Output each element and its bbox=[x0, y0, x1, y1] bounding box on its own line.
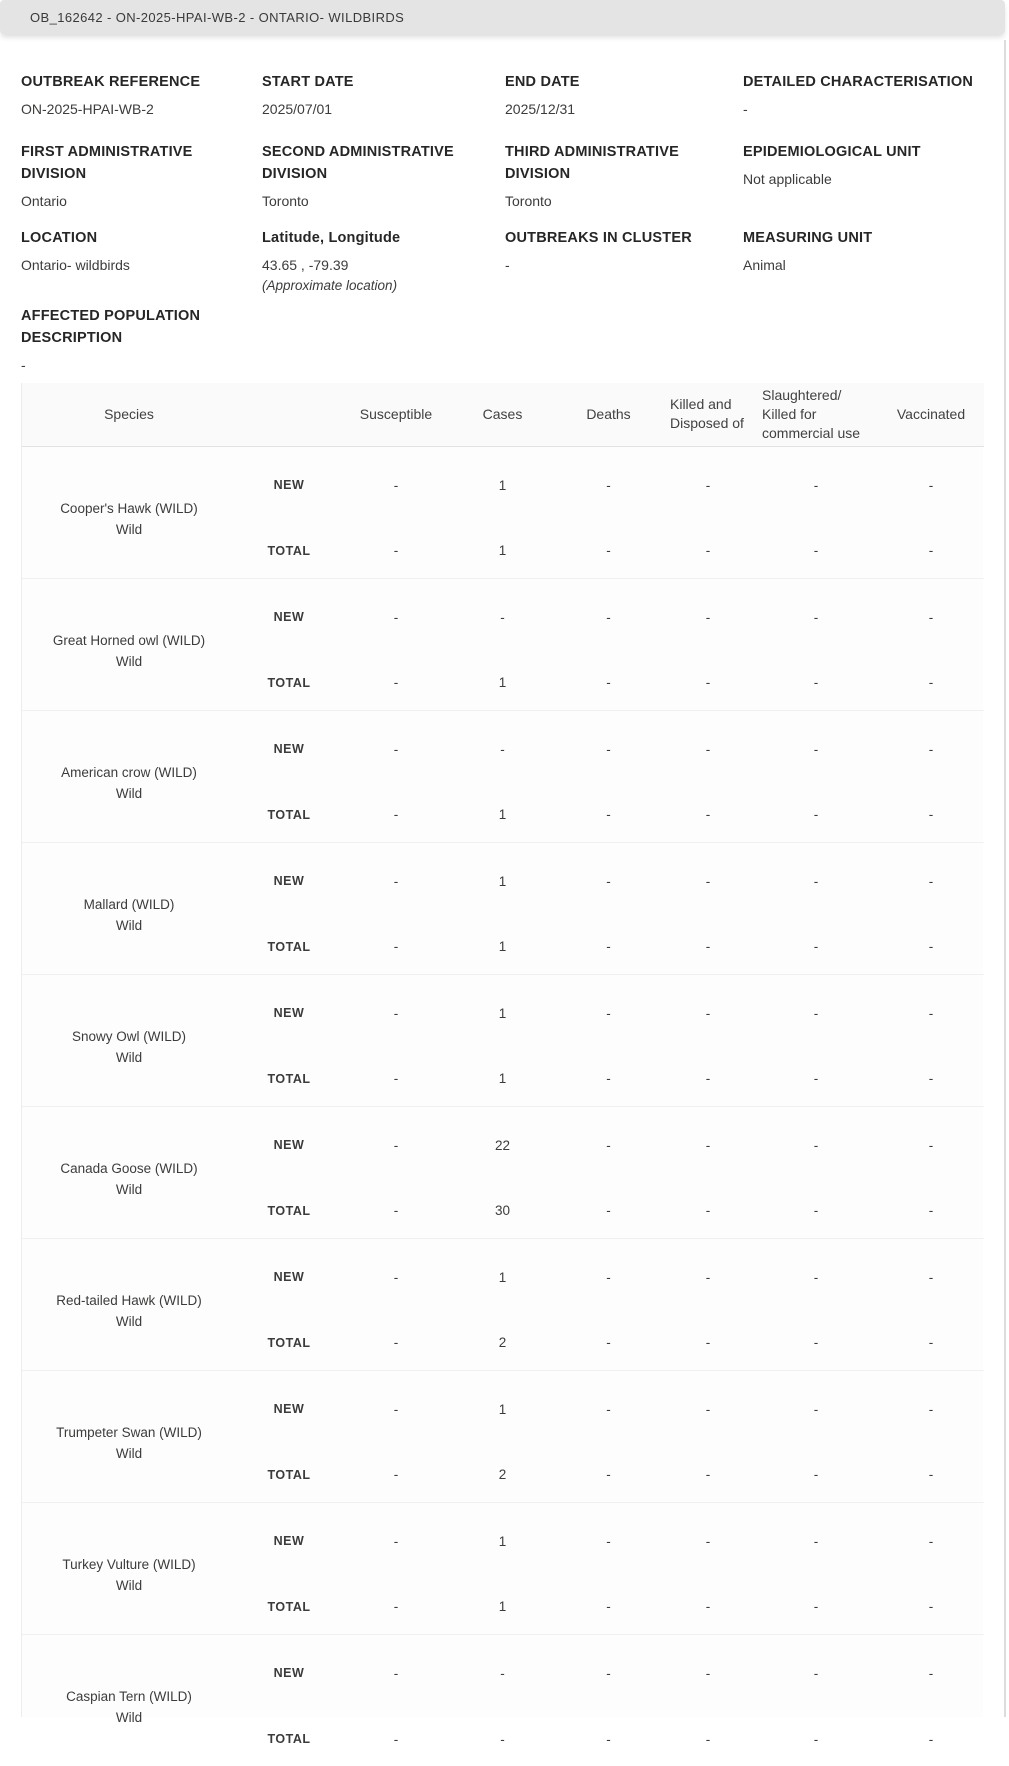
species-group bbox=[22, 974, 984, 1106]
value-cell: - bbox=[555, 578, 662, 644]
value-cell: - bbox=[928, 1335, 934, 1351]
value-cell: - bbox=[393, 1203, 399, 1219]
field-label: Latitude, Longitude bbox=[262, 230, 401, 246]
field-label: START DATE bbox=[262, 74, 354, 90]
value-cell: - bbox=[555, 1634, 662, 1700]
value-cell: - bbox=[662, 1370, 754, 1436]
field-value: 43.65 , -79.39 bbox=[262, 257, 349, 273]
value-cell: - bbox=[813, 939, 819, 955]
species-name: American crow (WILD) bbox=[61, 765, 197, 780]
value-cell: 22 bbox=[450, 1106, 555, 1172]
field-latitude-longitude bbox=[262, 227, 505, 296]
species-row-new bbox=[22, 1238, 984, 1304]
value-cell: 2 bbox=[498, 1335, 507, 1351]
value-cell: - bbox=[450, 1634, 555, 1700]
row-type-label-new: NEW bbox=[236, 1238, 342, 1304]
species-group bbox=[22, 1634, 984, 1766]
row-type-label-total: TOTAL bbox=[267, 1732, 311, 1746]
value-cell: - bbox=[928, 807, 934, 823]
row-type-label-total: TOTAL bbox=[267, 1599, 311, 1614]
species-row-new bbox=[22, 710, 984, 776]
species-name: Cooper's Hawk (WILD) bbox=[60, 501, 198, 516]
value-cell: - bbox=[393, 939, 399, 955]
value-cell: - bbox=[878, 1502, 984, 1568]
value-cell: - bbox=[342, 578, 450, 644]
value-cell: - bbox=[393, 1731, 399, 1747]
value-cell: - bbox=[813, 675, 819, 691]
value-cell: - bbox=[606, 939, 611, 955]
value-cell: 30 bbox=[494, 1203, 511, 1219]
field-epidemiological-unit bbox=[743, 141, 991, 212]
species-type: Wild bbox=[115, 786, 143, 801]
field-label: SECOND ADMINISTRATIVE DIVISION bbox=[262, 144, 454, 182]
field-start-date bbox=[262, 71, 505, 120]
field-value: Not applicable bbox=[743, 171, 832, 187]
species-name: Turkey Vulture (WILD) bbox=[62, 1557, 196, 1572]
row-type-label-new: NEW bbox=[236, 1502, 342, 1568]
value-cell: - bbox=[705, 1203, 711, 1219]
species-row-new bbox=[22, 1106, 984, 1172]
field-value: Ontario bbox=[21, 193, 67, 209]
value-cell: - bbox=[450, 710, 555, 776]
field-value: ON-2025-HPAI-WB-2 bbox=[21, 101, 154, 117]
value-cell: - bbox=[342, 1370, 450, 1436]
value-cell: 1 bbox=[498, 1599, 507, 1615]
fields-row bbox=[21, 227, 991, 296]
row-type-label-new: NEW bbox=[236, 842, 342, 908]
field-label: OUTBREAK REFERENCE bbox=[21, 74, 201, 90]
row-type-label-new: NEW bbox=[273, 478, 305, 493]
value-cell: - bbox=[705, 1599, 711, 1615]
species-name: Mallard (WILD) bbox=[83, 897, 175, 912]
field-label: OUTBREAKS IN CLUSTER bbox=[505, 230, 692, 246]
value-cell: - bbox=[393, 807, 399, 823]
species-row-new bbox=[22, 1502, 984, 1568]
field-value: 2025/12/31 bbox=[505, 101, 576, 117]
value-cell: - bbox=[662, 842, 754, 908]
value-cell: - bbox=[813, 1071, 819, 1087]
species-type: Wild bbox=[115, 918, 143, 933]
row-type-label-total: TOTAL bbox=[267, 1203, 311, 1218]
value-cell: - bbox=[662, 1238, 754, 1304]
value-cell: - bbox=[662, 1634, 754, 1700]
field-value: - bbox=[743, 101, 748, 117]
value-cell: - bbox=[928, 675, 934, 691]
value-cell: - bbox=[754, 710, 878, 776]
value-cell: - bbox=[555, 1502, 662, 1568]
species-row-new bbox=[22, 578, 984, 644]
value-cell: - bbox=[705, 807, 711, 823]
value-cell: - bbox=[606, 675, 611, 691]
value-cell: - bbox=[606, 1467, 611, 1483]
column-header-text: Vaccinated bbox=[896, 405, 966, 422]
value-cell: - bbox=[705, 939, 711, 955]
value-cell: - bbox=[754, 1634, 878, 1700]
field-note: (Approximate location) bbox=[262, 278, 398, 293]
species-group bbox=[22, 1238, 984, 1370]
value-cell: - bbox=[754, 974, 878, 1040]
fields-row bbox=[21, 141, 991, 212]
species-type: Wild bbox=[115, 1182, 143, 1197]
value-cell: - bbox=[342, 1238, 450, 1304]
column-header-text: Susceptible bbox=[359, 405, 433, 422]
column-header-text bbox=[244, 383, 334, 445]
scrollbar-track[interactable] bbox=[1004, 40, 1006, 1717]
value-cell: - bbox=[878, 974, 984, 1040]
species-type: Wild bbox=[115, 1710, 143, 1726]
value-cell: 1 bbox=[498, 807, 507, 823]
value-cell: - bbox=[813, 807, 819, 823]
field-third-administrative-division bbox=[505, 141, 743, 212]
species-group bbox=[22, 1106, 984, 1238]
value-cell: 1 bbox=[498, 675, 507, 691]
value-cell: - bbox=[393, 1599, 399, 1615]
row-type-label-total: TOTAL bbox=[267, 543, 311, 558]
row-type-label-total: TOTAL bbox=[267, 1467, 311, 1482]
species-cell bbox=[22, 710, 236, 842]
species-cell bbox=[22, 1370, 236, 1502]
value-cell: - bbox=[555, 974, 662, 1040]
species-type: Wild bbox=[115, 1314, 143, 1329]
value-cell: - bbox=[393, 1071, 399, 1087]
value-cell: - bbox=[342, 1106, 450, 1172]
row-type-label-total: TOTAL bbox=[267, 939, 311, 954]
field-affected-population-description bbox=[21, 305, 262, 376]
value-cell: - bbox=[754, 1106, 878, 1172]
field-label: MEASURING UNIT bbox=[743, 230, 873, 246]
value-cell: - bbox=[393, 1467, 399, 1483]
value-cell: 1 bbox=[450, 842, 555, 908]
species-group bbox=[22, 1502, 984, 1634]
species-group bbox=[22, 446, 984, 578]
fields-row bbox=[21, 71, 991, 120]
field-label: THIRD ADMINISTRATIVE DIVISION bbox=[505, 144, 679, 182]
column-header-cases bbox=[450, 383, 555, 446]
value-cell: 1 bbox=[450, 1238, 555, 1304]
species-row-new bbox=[22, 842, 984, 908]
species-name: Caspian Tern (WILD) bbox=[66, 1689, 192, 1705]
value-cell: - bbox=[662, 578, 754, 644]
field-second-administrative-division bbox=[262, 141, 505, 212]
field-label: LOCATION bbox=[21, 230, 98, 246]
value-cell: - bbox=[606, 1203, 611, 1219]
species-cell bbox=[22, 974, 236, 1106]
field-label: DETAILED CHARACTERISATION bbox=[743, 74, 974, 90]
species-name: Red-tailed Hawk (WILD) bbox=[56, 1293, 202, 1308]
column-header-slaughtered-killed-for-commercial-use bbox=[754, 383, 878, 446]
field-value: 2025/07/01 bbox=[262, 101, 333, 117]
column-header-susceptible bbox=[342, 383, 450, 446]
value-cell: - bbox=[705, 543, 711, 559]
value-cell: - bbox=[754, 1502, 878, 1568]
value-cell: 1 bbox=[450, 974, 555, 1040]
field-label: EPIDEMIOLOGICAL UNIT bbox=[743, 144, 921, 160]
value-cell: - bbox=[555, 1238, 662, 1304]
value-cell: - bbox=[342, 974, 450, 1040]
value-cell: 1 bbox=[498, 1071, 507, 1087]
field-first-administrative-division bbox=[21, 141, 262, 212]
field-measuring-unit bbox=[743, 227, 991, 296]
affected-species-table-wrap bbox=[21, 383, 983, 1747]
species-type: Wild bbox=[115, 522, 143, 537]
column-header-text: Cases bbox=[482, 405, 523, 422]
field-outbreak-reference bbox=[21, 71, 262, 120]
value-cell: - bbox=[754, 1370, 878, 1436]
value-cell: - bbox=[813, 1599, 819, 1615]
value-cell: - bbox=[813, 1203, 819, 1219]
column-header-text: Species bbox=[104, 405, 154, 422]
field-label: AFFECTED POPULATION DESCRIPTION bbox=[21, 308, 201, 346]
species-row-new bbox=[22, 1370, 984, 1436]
species-name: Snowy Owl (WILD) bbox=[71, 1029, 186, 1044]
value-cell: - bbox=[754, 842, 878, 908]
value-cell: - bbox=[606, 1335, 611, 1351]
value-cell: - bbox=[878, 710, 984, 776]
value-cell: - bbox=[878, 1634, 984, 1700]
column-header-blank bbox=[236, 383, 342, 446]
value-cell: - bbox=[662, 974, 754, 1040]
value-cell: - bbox=[813, 477, 819, 493]
fields-row bbox=[21, 305, 991, 376]
field-value: - bbox=[505, 257, 510, 273]
column-header-species bbox=[22, 383, 236, 446]
column-header-killed-and-disposed-of bbox=[662, 383, 754, 446]
species-type: Wild bbox=[115, 1050, 143, 1065]
column-header-vaccinated bbox=[878, 383, 984, 446]
value-cell: - bbox=[606, 477, 611, 493]
value-cell: - bbox=[342, 710, 450, 776]
row-type-label-new: NEW bbox=[236, 1370, 342, 1436]
value-cell: - bbox=[705, 477, 711, 493]
value-cell: - bbox=[754, 578, 878, 644]
value-cell: - bbox=[393, 477, 399, 493]
species-group bbox=[22, 710, 984, 842]
value-cell: - bbox=[928, 543, 934, 559]
value-cell: - bbox=[606, 1731, 611, 1747]
value-cell: - bbox=[606, 543, 611, 559]
value-cell: - bbox=[928, 1599, 934, 1615]
value-cell: - bbox=[878, 1370, 984, 1436]
value-cell: - bbox=[813, 543, 819, 559]
value-cell: - bbox=[928, 477, 934, 493]
value-cell: - bbox=[878, 578, 984, 644]
value-cell: - bbox=[393, 1335, 399, 1351]
species-row-new bbox=[22, 446, 984, 512]
value-cell: - bbox=[555, 1370, 662, 1436]
value-cell: - bbox=[342, 842, 450, 908]
value-cell: - bbox=[662, 1106, 754, 1172]
species-group bbox=[22, 578, 984, 710]
species-group bbox=[22, 1370, 984, 1502]
value-cell: 1 bbox=[450, 1370, 555, 1436]
value-cell: - bbox=[555, 1106, 662, 1172]
row-type-label-total: TOTAL bbox=[267, 675, 311, 690]
field-end-date bbox=[505, 71, 743, 120]
value-cell: - bbox=[662, 1502, 754, 1568]
value-cell: - bbox=[813, 1467, 819, 1483]
value-cell: - bbox=[606, 1071, 611, 1087]
value-cell: - bbox=[555, 842, 662, 908]
field-outbreaks-in-cluster bbox=[505, 227, 743, 296]
field-location bbox=[21, 227, 262, 296]
species-name: Great Horned owl (WILD) bbox=[52, 633, 206, 648]
row-type-label-new: NEW bbox=[236, 710, 342, 776]
value-cell: - bbox=[393, 543, 399, 559]
value-cell: - bbox=[878, 1238, 984, 1304]
value-cell: 2 bbox=[498, 1467, 507, 1483]
species-cell bbox=[22, 1634, 236, 1766]
species-name: Canada Goose (WILD) bbox=[60, 1161, 198, 1176]
value-cell: - bbox=[878, 1106, 984, 1172]
value-cell: - bbox=[705, 1071, 711, 1087]
row-type-label-total: TOTAL bbox=[267, 1335, 311, 1350]
value-cell: - bbox=[754, 1238, 878, 1304]
column-header-deaths bbox=[555, 383, 662, 446]
value-cell: - bbox=[606, 1599, 611, 1615]
field-label: FIRST ADMINISTRATIVE DIVISION bbox=[21, 144, 193, 182]
species-row-new bbox=[22, 974, 984, 1040]
species-name: Trumpeter Swan (WILD) bbox=[56, 1425, 202, 1440]
value-cell: - bbox=[393, 675, 399, 691]
column-header-text: Slaughtered/ Killed for commercial use bbox=[762, 386, 861, 441]
column-header-text: Killed and Disposed of bbox=[670, 396, 744, 432]
value-cell: - bbox=[705, 1335, 711, 1351]
value-cell: - bbox=[705, 1731, 711, 1747]
row-type-label-new: NEW bbox=[236, 578, 342, 644]
value-cell: 1 bbox=[450, 1502, 555, 1568]
value-cell: - bbox=[813, 1335, 819, 1351]
value-cell: 1 bbox=[498, 939, 507, 955]
species-cell bbox=[22, 1106, 236, 1238]
field-value: Ontario- wildbirds bbox=[21, 257, 130, 273]
value-cell: - bbox=[878, 842, 984, 908]
field-value: Toronto bbox=[262, 193, 309, 209]
affected-species-table bbox=[22, 383, 984, 1766]
species-row-new bbox=[22, 1634, 984, 1700]
table-header bbox=[22, 383, 984, 446]
value-cell: - bbox=[342, 1634, 450, 1700]
value-cell: - bbox=[500, 1731, 505, 1747]
fields-section bbox=[21, 34, 991, 376]
row-type-label-new: NEW bbox=[236, 1634, 342, 1700]
value-cell: - bbox=[555, 710, 662, 776]
value-cell: - bbox=[662, 710, 754, 776]
value-cell: - bbox=[928, 1731, 934, 1747]
value-cell: - bbox=[705, 675, 711, 691]
species-type: Wild bbox=[115, 1446, 143, 1461]
outbreak-panel-header[interactable] bbox=[0, 0, 1005, 34]
value-cell: - bbox=[705, 1467, 711, 1483]
value-cell: - bbox=[928, 1071, 934, 1087]
row-type-label-new: NEW bbox=[236, 1106, 342, 1172]
value-cell: 1 bbox=[498, 543, 507, 559]
row-type-label-new: NEW bbox=[236, 974, 342, 1040]
species-group bbox=[22, 842, 984, 974]
value-cell: - bbox=[813, 1731, 819, 1747]
species-type: Wild bbox=[115, 654, 143, 669]
value-cell: - bbox=[928, 939, 934, 955]
species-type: Wild bbox=[115, 1578, 143, 1593]
value-cell: - bbox=[928, 1467, 934, 1483]
row-type-label-total: TOTAL bbox=[267, 807, 311, 822]
value-cell: - bbox=[606, 807, 611, 823]
species-cell bbox=[22, 1502, 236, 1634]
field-value: Animal bbox=[743, 257, 786, 273]
field-label: END DATE bbox=[505, 74, 580, 90]
species-cell bbox=[22, 842, 236, 974]
field-value: - bbox=[21, 357, 26, 373]
field-detailed-characterisation bbox=[743, 71, 991, 120]
value-cell: - bbox=[342, 1502, 450, 1568]
value-cell: - bbox=[928, 1203, 934, 1219]
species-cell bbox=[22, 1238, 236, 1370]
field-value: Toronto bbox=[505, 193, 552, 209]
panel-title: OB_162642 - ON-2025-HPAI-WB-2 - ONTARIO- WILDBIRDS bbox=[30, 9, 405, 25]
value-cell: 1 bbox=[498, 477, 507, 493]
species-cell bbox=[22, 446, 236, 578]
row-type-label-total: TOTAL bbox=[267, 1071, 311, 1086]
species-cell bbox=[22, 578, 236, 710]
column-header-text: Deaths bbox=[586, 405, 631, 422]
value-cell: - bbox=[450, 578, 555, 644]
